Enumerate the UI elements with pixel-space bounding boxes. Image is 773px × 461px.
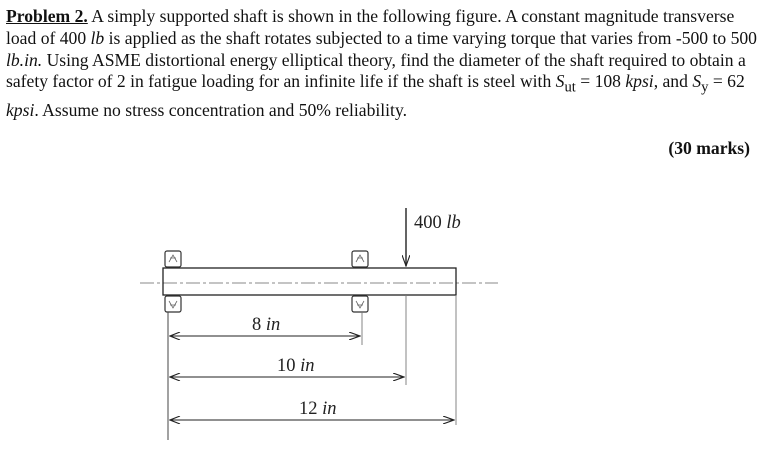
dim-10-label: 10 in [277,356,315,376]
problem-statement: Problem 2. A simply supported shaft is shown in the following figure. A constant magnitude transverse load of 400 lb is applied as the shaft rotates subjected to a time varying torque that varies from -500 to 500 lb.in. Using ASME distortional energy elliptical theory, find the diameter of the shaft required to obtain a safety factor of 2 in fatigue loading for an infinite life if the shaft is steel with $S_{ut} = 108$ kpsi, and $S_y = 62$ kpsi. Assume no stress concentration and 50% reliability. [6,6,757,120]
right-bearing-top-icon [352,251,368,267]
left-bearing [165,251,181,312]
shaft [163,268,456,295]
left-bearing-bottom-icon [165,296,181,312]
marks-label: (30 marks) [668,138,750,158]
left-bearing-top-icon [165,251,181,267]
right-bearing-bottom-icon [352,296,368,312]
dim-12-label: 12 in [299,399,337,419]
load-label: 400 lb [414,213,461,233]
dim-8-label: 8 in [252,315,281,335]
problem-label: Problem 2. [6,6,88,26]
right-bearing [352,251,368,312]
